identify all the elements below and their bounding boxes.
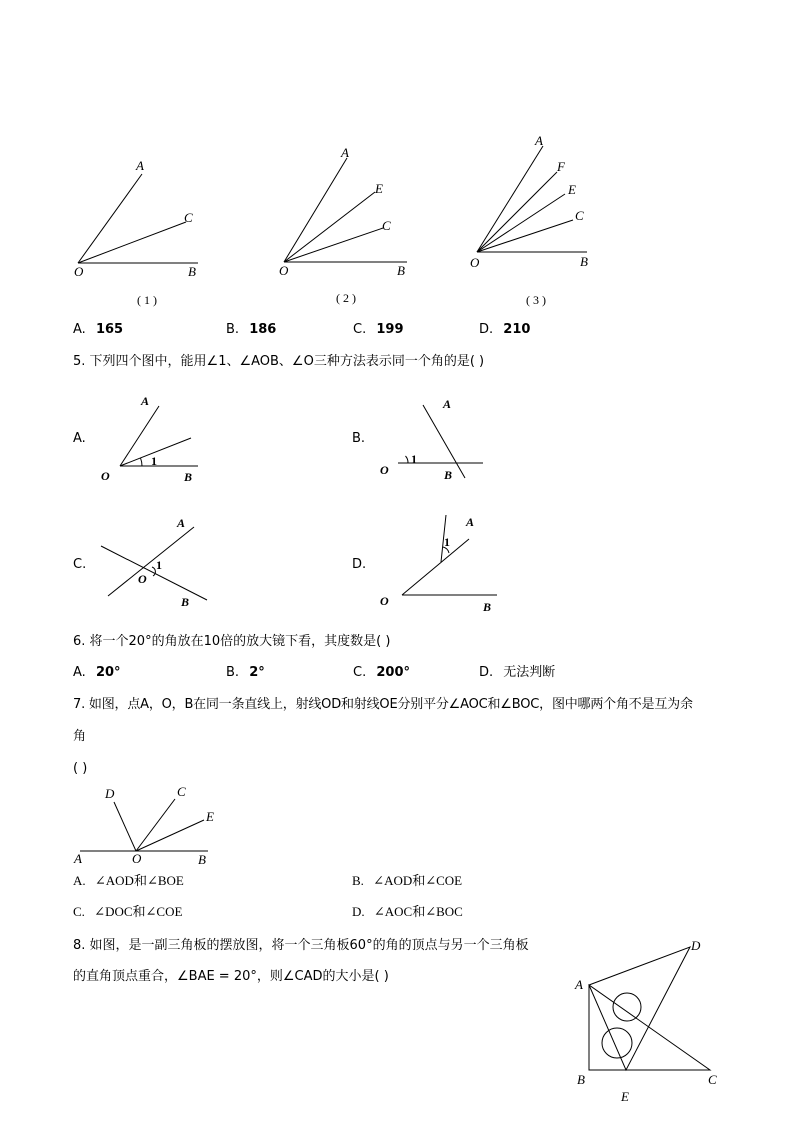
ray-oa xyxy=(477,146,543,252)
ray-oc xyxy=(136,799,175,851)
q4-figure-3 xyxy=(465,130,605,275)
option-text: ∠AOD和∠BOE xyxy=(94,873,184,888)
label-d: D xyxy=(691,938,701,953)
ray-of xyxy=(477,172,557,252)
ray-oc xyxy=(477,220,573,252)
label-a: A xyxy=(74,851,82,866)
label-b: B xyxy=(181,595,190,609)
label-a: A xyxy=(177,516,186,530)
q7-option-d[interactable] xyxy=(352,903,463,921)
option-letter: C. xyxy=(353,665,367,680)
q7-option-b[interactable] xyxy=(352,872,462,890)
ray-oc xyxy=(284,228,383,262)
option-text: 186 xyxy=(249,322,277,337)
ray-oa xyxy=(78,174,142,263)
option-text: 165 xyxy=(95,322,124,337)
q4-figure-3-caption: ( 3 ) xyxy=(526,293,546,307)
label-c: C xyxy=(708,1072,717,1087)
label-angle-1: 1 xyxy=(156,558,162,572)
q7-option-a[interactable] xyxy=(73,872,184,890)
label-b: B xyxy=(188,264,196,279)
option-letter: C. xyxy=(353,322,367,337)
label-o: O xyxy=(470,255,480,270)
label-a: A xyxy=(535,133,543,148)
q8-figure xyxy=(565,930,735,1110)
label-a: A xyxy=(466,515,475,529)
q4-option-b[interactable] xyxy=(226,321,276,339)
ray-oc xyxy=(78,222,186,263)
option-text: 210 xyxy=(503,322,531,337)
label-b: B xyxy=(577,1072,585,1087)
q5-option-a-letter[interactable]: A. xyxy=(73,431,86,446)
line-ob xyxy=(101,546,207,600)
label-c: C xyxy=(177,784,186,799)
q5-option-a-figure xyxy=(95,392,210,487)
angle-arc xyxy=(141,458,143,466)
ray-oa xyxy=(402,539,469,595)
option-letter: D. xyxy=(479,665,494,680)
q8-stem-line-1: 8. 如图，是一副三角板的摆放图，将一个三角板60°的角的顶点与另一个三角板 xyxy=(73,938,529,953)
q6-option-a[interactable] xyxy=(73,664,121,682)
option-text: 20° xyxy=(95,665,121,680)
q4-figure-2-caption: ( 2 ) xyxy=(336,291,356,305)
label-e: E xyxy=(621,1089,629,1104)
ray-oe xyxy=(477,194,565,252)
option-letter: A. xyxy=(73,873,86,888)
q4-figure-1-caption: ( 1 ) xyxy=(137,293,157,307)
option-text: ∠DOC和∠COE xyxy=(94,904,183,919)
option-letter: A. xyxy=(73,322,86,337)
q5-stem: 5. 下列四个图中，能用∠1、∠AOB、∠O三种方法表示同一个角的是( ) xyxy=(73,354,485,369)
option-letter: A. xyxy=(73,665,86,680)
label-c: C xyxy=(575,208,584,223)
label-c: C xyxy=(382,218,391,233)
q6-option-c[interactable] xyxy=(353,664,410,682)
q6-option-b[interactable] xyxy=(226,664,265,682)
q8-stem-line-2: 的直角顶点重合，∠BAE = 20°，则∠CAD的大小是( ) xyxy=(73,969,389,984)
label-o: O xyxy=(132,851,142,866)
label-angle-1: 1 xyxy=(444,535,450,549)
label-b: B xyxy=(397,263,405,278)
ray-oe xyxy=(284,192,375,262)
q6-stem: 6. 将一个20°的角放在10倍的放大镜下看，其度数是( ) xyxy=(73,634,391,649)
q4-option-d[interactable] xyxy=(479,321,530,339)
option-letter: B. xyxy=(226,665,240,680)
ray-oe xyxy=(136,820,204,851)
label-d: D xyxy=(105,786,115,801)
option-text: 199 xyxy=(376,322,404,337)
label-o: O xyxy=(380,463,389,477)
q4-figure-1 xyxy=(70,150,210,280)
label-b: B xyxy=(444,468,453,482)
q7-paren: ( ) xyxy=(73,761,88,776)
label-e: E xyxy=(568,182,576,197)
option-letter: D. xyxy=(352,904,365,919)
q5-option-b-figure xyxy=(375,392,490,487)
label-e: E xyxy=(375,181,383,196)
q5-option-c-figure xyxy=(95,510,215,615)
q5-option-b-letter[interactable]: B. xyxy=(352,431,366,446)
label-e: E xyxy=(206,809,214,824)
option-letter: D. xyxy=(479,322,494,337)
angle-arc xyxy=(406,456,409,463)
label-a: A xyxy=(141,394,150,408)
label-o: O xyxy=(101,469,110,483)
q5-option-d-letter[interactable]: D. xyxy=(352,557,367,572)
option-text: 无法判断 xyxy=(503,665,556,680)
q7-option-c[interactable] xyxy=(73,903,182,921)
label-c: C xyxy=(184,210,193,225)
option-letter: C. xyxy=(73,904,85,919)
label-b: B xyxy=(483,600,492,614)
label-a: A xyxy=(341,145,349,160)
ray-od xyxy=(114,802,136,851)
inner-hole-bottom xyxy=(602,1028,632,1058)
q4-figure-2 xyxy=(275,140,415,280)
q5-option-c-letter[interactable]: C. xyxy=(73,557,87,572)
label-a: A xyxy=(443,397,452,411)
option-text: 2° xyxy=(249,665,265,680)
q7-figure xyxy=(70,780,220,870)
q4-option-a[interactable] xyxy=(73,321,123,339)
label-f: F xyxy=(557,159,565,174)
label-o: O xyxy=(380,594,389,608)
label-a: A xyxy=(575,977,583,992)
q4-option-c[interactable] xyxy=(353,321,404,339)
angle-arc xyxy=(152,567,155,576)
option-text: ∠AOD和∠COE xyxy=(373,873,463,888)
line-oa xyxy=(108,527,194,596)
option-letter: B. xyxy=(226,322,240,337)
label-a: A xyxy=(136,158,144,173)
label-angle-1: 1 xyxy=(411,452,417,466)
ray-oa xyxy=(284,158,347,262)
label-o: O xyxy=(74,264,84,279)
label-angle-1: 1 xyxy=(151,454,157,468)
option-text: ∠AOC和∠BOC xyxy=(373,904,463,919)
q7-stem-line-2: 角 xyxy=(73,729,87,744)
inner-hole-top xyxy=(613,993,641,1021)
option-letter: B. xyxy=(352,873,364,888)
label-b: B xyxy=(580,254,588,269)
q6-option-d[interactable] xyxy=(479,664,555,682)
label-b: B xyxy=(198,852,206,867)
option-text: 200° xyxy=(376,665,410,680)
label-o: O xyxy=(279,263,289,278)
q7-stem-line-1: 7. 如图，点A，O，B在同一条直线上，射线OD和射线OE分别平分∠AOC和∠BOC，图中哪两个角不是互为余 xyxy=(73,697,693,712)
label-o: O xyxy=(138,572,147,586)
label-b: B xyxy=(184,470,193,484)
q5-option-d-figure xyxy=(375,505,505,615)
